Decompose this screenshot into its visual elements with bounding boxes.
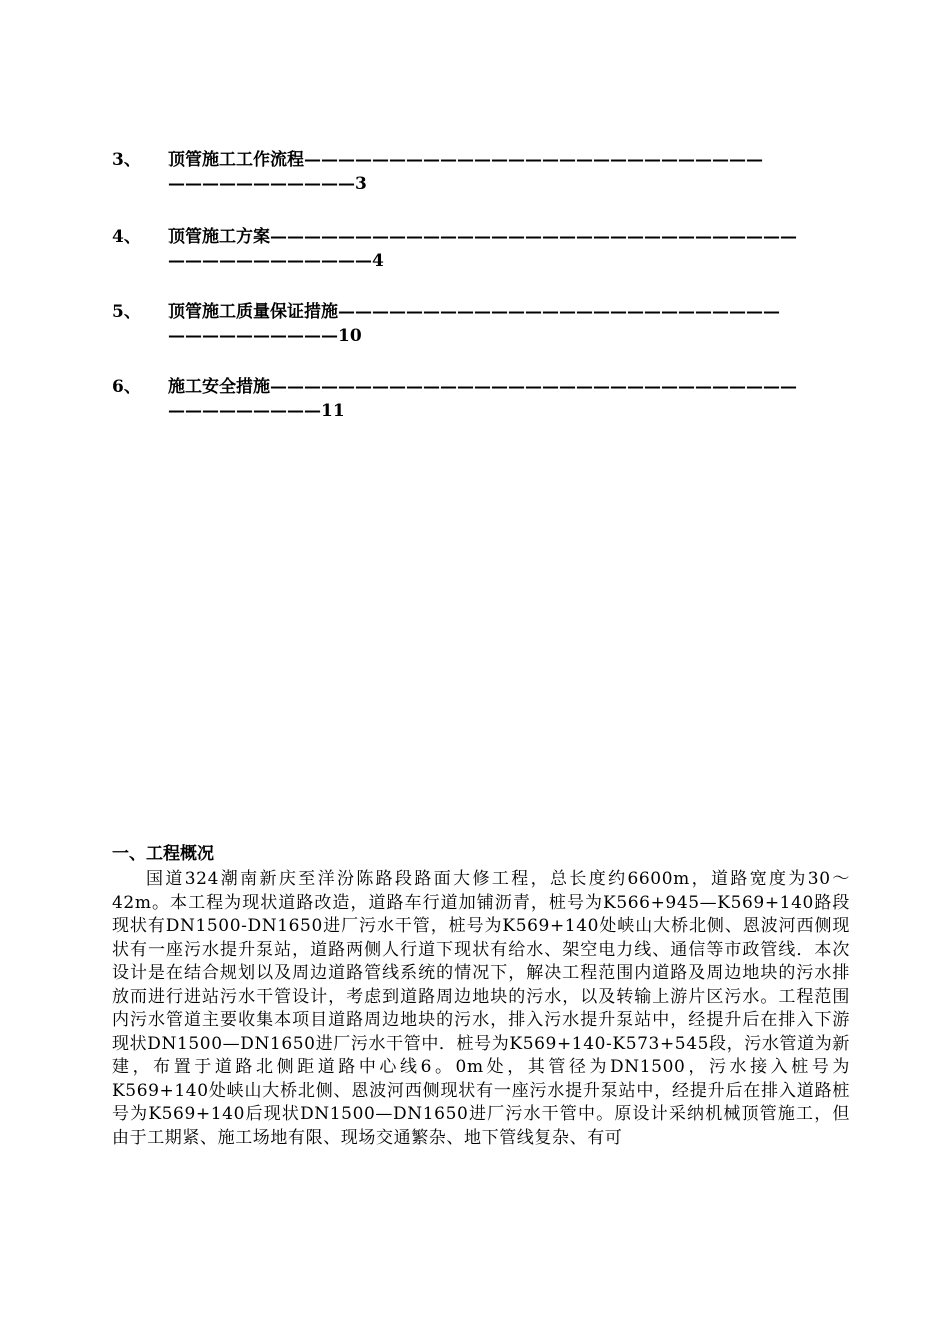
toc-number: 3、 bbox=[112, 150, 141, 170]
toc-number: 4、 bbox=[112, 227, 141, 247]
toc-title: 顶管施工方案——————————————————————————————— bbox=[168, 227, 797, 247]
toc-title: 顶管施工工作流程——————————————————————————— bbox=[168, 150, 763, 170]
toc-title: 施工安全措施——————————————————————————————— bbox=[168, 377, 797, 397]
toc-page-number: ————————————4 bbox=[168, 251, 384, 271]
toc-entry-4 bbox=[112, 225, 850, 273]
section-heading: 一、工程概况 bbox=[112, 844, 214, 864]
toc-number: 6、 bbox=[112, 377, 141, 397]
toc-entry-5 bbox=[112, 300, 850, 348]
section-paragraph: 国道324潮南新庆至洋汾陈路段路面大修工程，总长度约6600m，道路宽度为30～42m。本工程为现状道路改造，道路车行道加铺沥青，桩号为K566+945—K569+140路段现状有DN1500-DN1650进厂污水干管，桩号为K569+140处峡山大桥北侧、恩波河西侧现状有一座污水提升泵站，道路两侧人行道下现状有给水、架空电力线、通信等市政管线．本次设计是在结合规划以及周边道路管线系统的情况下，解决工程范围内道路及周边地块的污水排放而进行进站污水干管设计，考虑到道路周边地块的污水，以及转输上游片区污水。工程范围内污水管道主要收集本项目道路周边地块的污水，排入污水提升泵站中，经提升后在排入下游现状DN1500—DN1650进厂污水干管中．桩号为K569+140-K573+545段，污水管道为新建，布置于道路北侧距道路中心线6。0m处，其管径为DN1500，污水接入桩号为K569+140处峡山大桥北侧、恩波河西侧现状有一座污水提升泵站中，经提升后在排入道路桩号为K569+140后现状DN1500—DN1650进厂污水干管中。原设计采纳机械顶管施工，但由于工期紧、施工场地有限、现场交通繁杂、地下管线复杂、有可 bbox=[112, 869, 850, 1148]
toc-entry-6 bbox=[112, 375, 850, 423]
toc-page-number: —————————11 bbox=[168, 401, 345, 421]
toc-page-number: ——————————10 bbox=[168, 326, 362, 346]
toc-number: 5、 bbox=[112, 302, 141, 322]
toc-entry-3 bbox=[112, 148, 850, 196]
toc-page-number: ———————————3 bbox=[168, 174, 367, 194]
toc-title: 顶管施工质量保证措施—————————————————————————— bbox=[168, 302, 780, 322]
